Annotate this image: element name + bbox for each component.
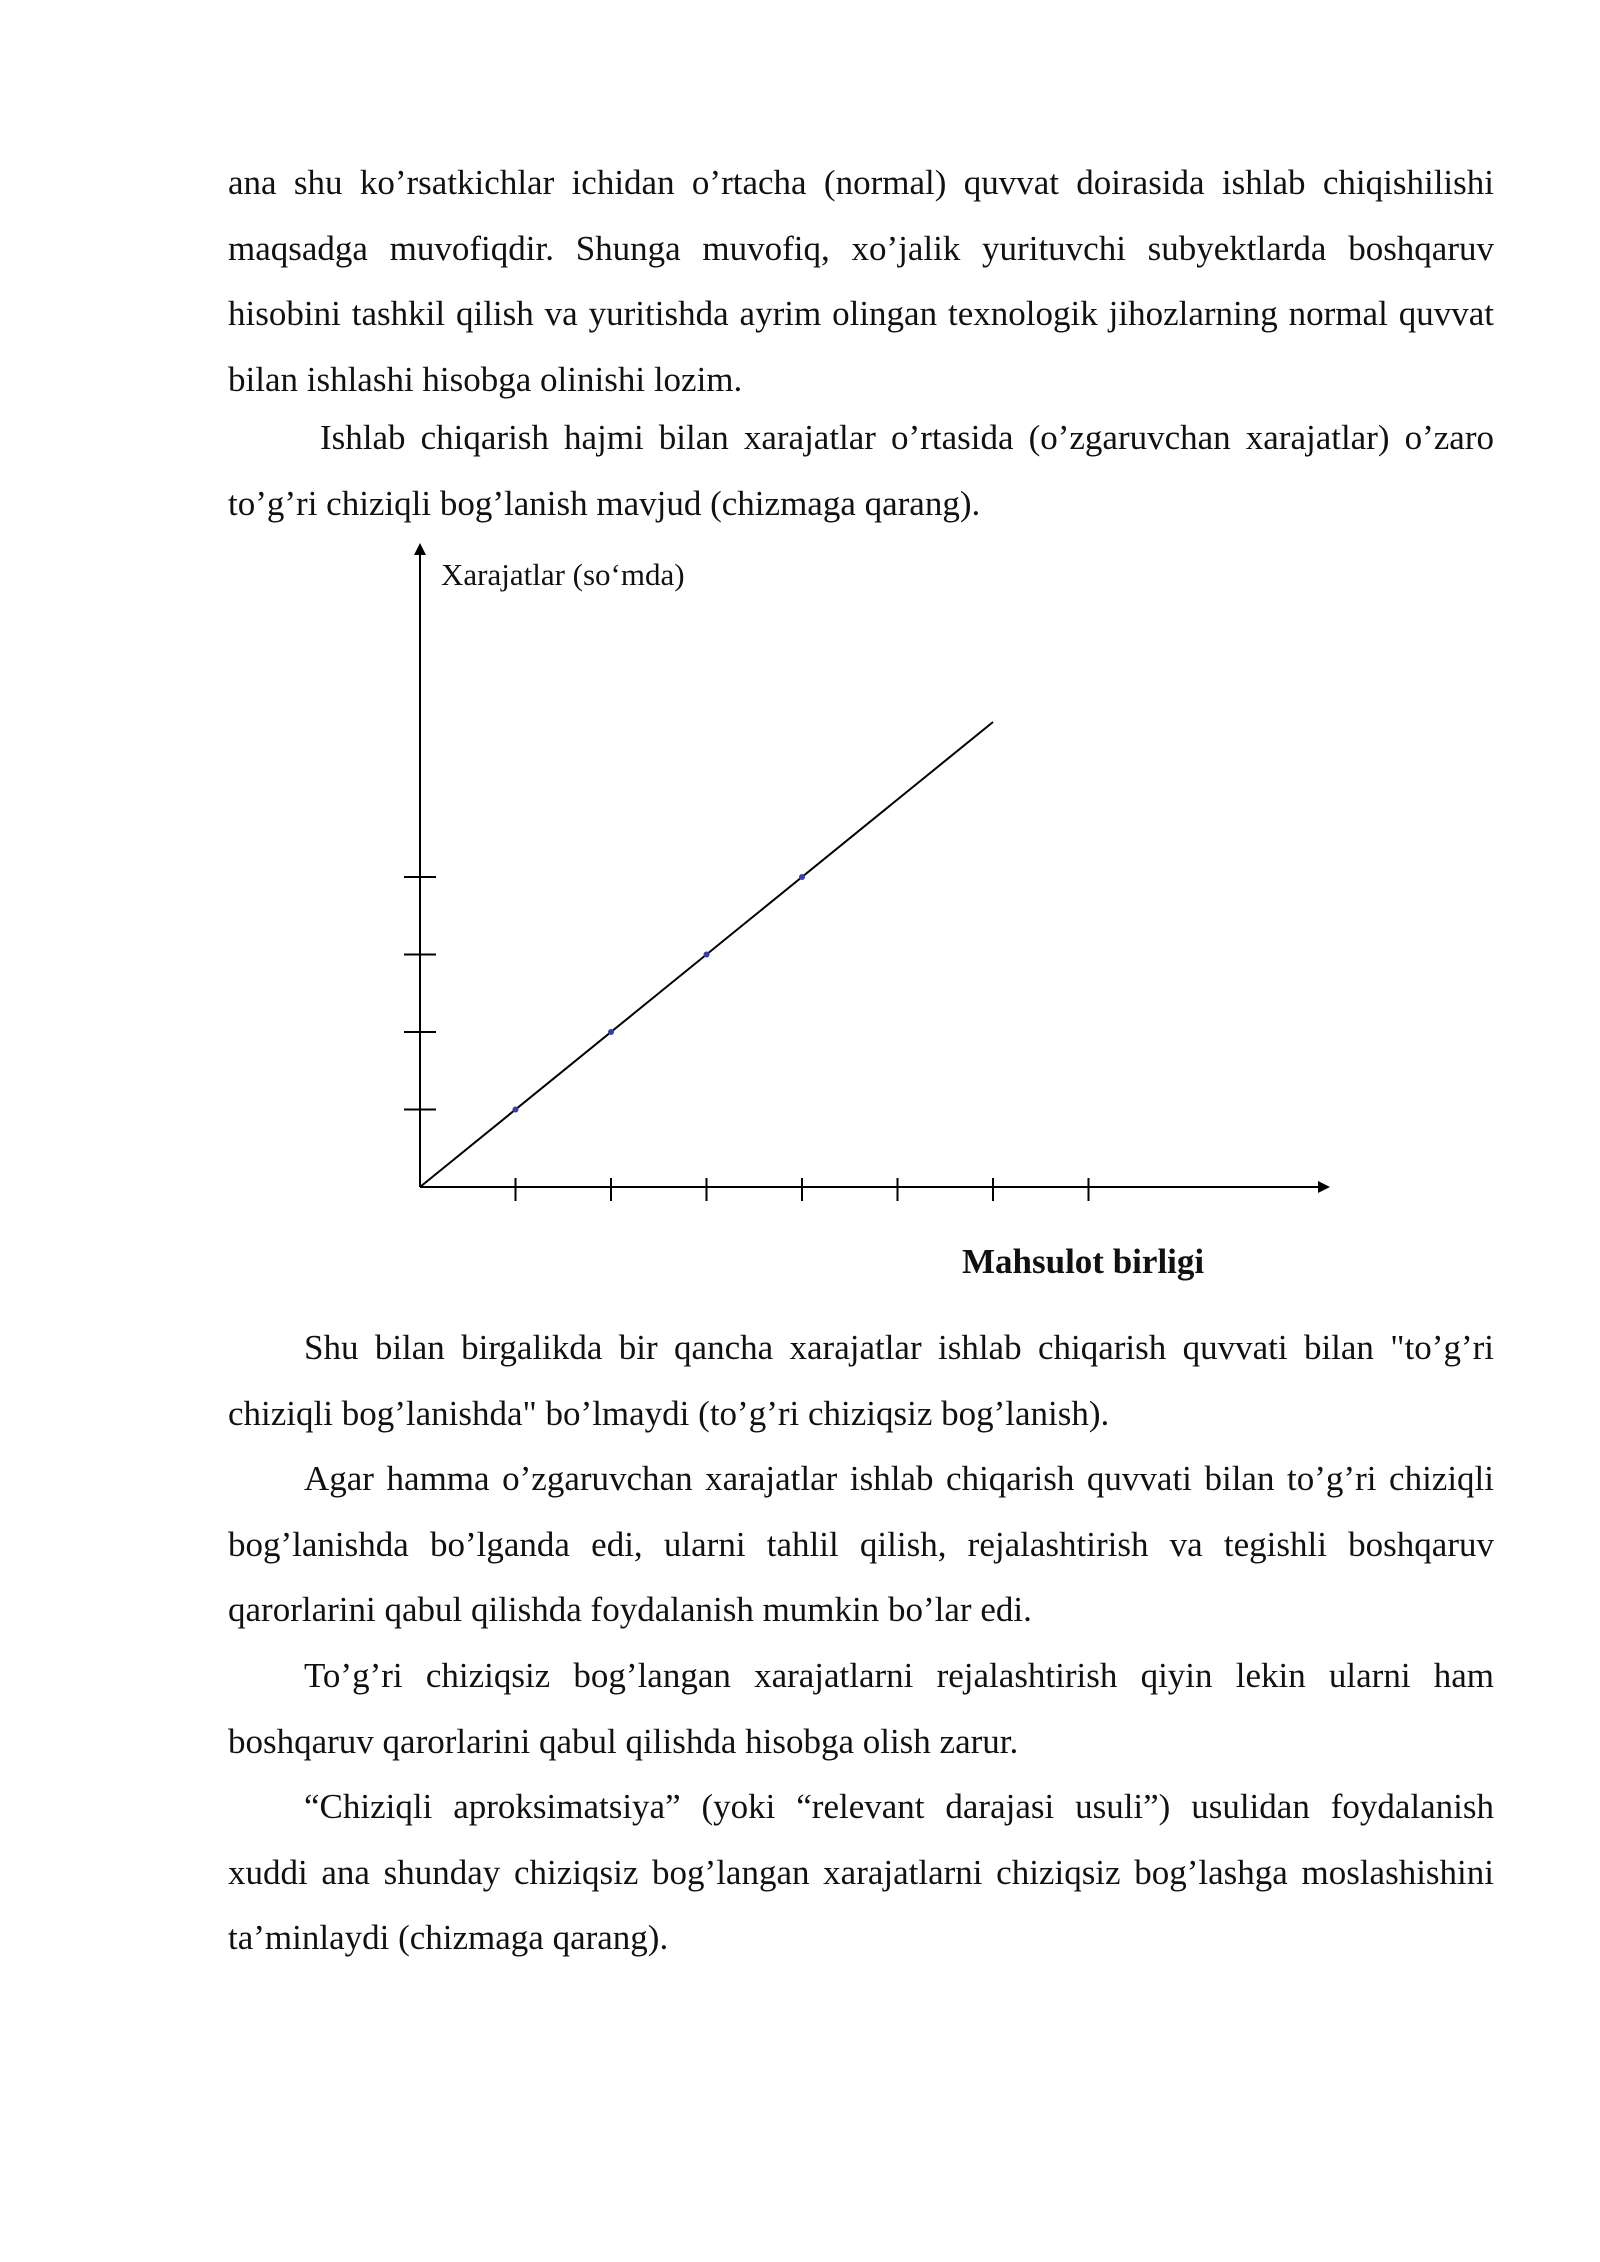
paragraph-5: To’g’ri chiziqsiz bog’langan xarajatlarni rejalashtirish qiyin lekin ularni ham boshqaruv qarorlarini qabul qilishda hisobga olish zarur. bbox=[228, 1656, 1494, 1761]
axis-ticks bbox=[404, 877, 1089, 1201]
x-axis-arrow-icon bbox=[1318, 1181, 1330, 1193]
y-axis-arrow-icon bbox=[414, 543, 426, 555]
data-point bbox=[704, 952, 710, 958]
paragraph-6: “Chiziqli aproksimatsiya” (yoki “relevant darajasi usuli”) usulidan foydalanish xuddi ana shunday chiziqsiz bog’langan xarajatlarni chiziqsiz bog’lashga moslashishini ta’minlaydi (chizmaga qarang). bbox=[228, 1787, 1494, 1957]
x-axis-label: Mahsulot birligi bbox=[962, 1242, 1205, 1281]
paragraph-4: Agar hamma o’zgaruvchan xarajatlar ishlab chiqarish quvvati bilan to’g’ri chiziqli bog’lanishda bo’lganda edi, ularni tahlil qilish, rejalashtirish va tegishli boshqaruv qarorlarini qabul qilishda foydalanish mumkin bo’lar edi. bbox=[228, 1459, 1494, 1629]
data-point bbox=[608, 1029, 614, 1035]
paragraph-2: Ishlab chiqarish hajmi bilan xarajatlar o’rtasida (o’zgaruvchan xarajatlar) o’zaro to’g’ri chiziqli bog’lanish mavjud (chizmaga qarang). bbox=[228, 418, 1494, 523]
data-series bbox=[420, 722, 993, 1187]
paragraph-1: ana shu ko’rsatkichlar ichidan o’rtacha (normal) quvvat doirasida ishlab chiqishilishi maqsadga muvofiqdir. Shunga muvofiq, xo’jalik yurituvchi subyektlarda boshqaruv hisobini tashkil qilish va yuritishda ayrim olingan texnologik jihozlarning normal quvvat bilan ishlashi hisobga olinishi lozim. bbox=[228, 163, 1494, 399]
data-point bbox=[513, 1107, 519, 1113]
y-axis-label: Xarajatlar (so‘mda) bbox=[441, 557, 685, 592]
paragraph-3: Shu bilan birgalikda bir qancha xarajatlar ishlab chiqarish quvvati bilan "to’g’ri chiziqli bog’lanishda" bo’lmaydi (to’g’ri chiziqsiz bog’lanish). bbox=[228, 1328, 1494, 1433]
data-point bbox=[799, 874, 805, 880]
cost-volume-chart bbox=[0, 540, 1600, 1290]
chart-svg bbox=[0, 540, 1600, 1290]
